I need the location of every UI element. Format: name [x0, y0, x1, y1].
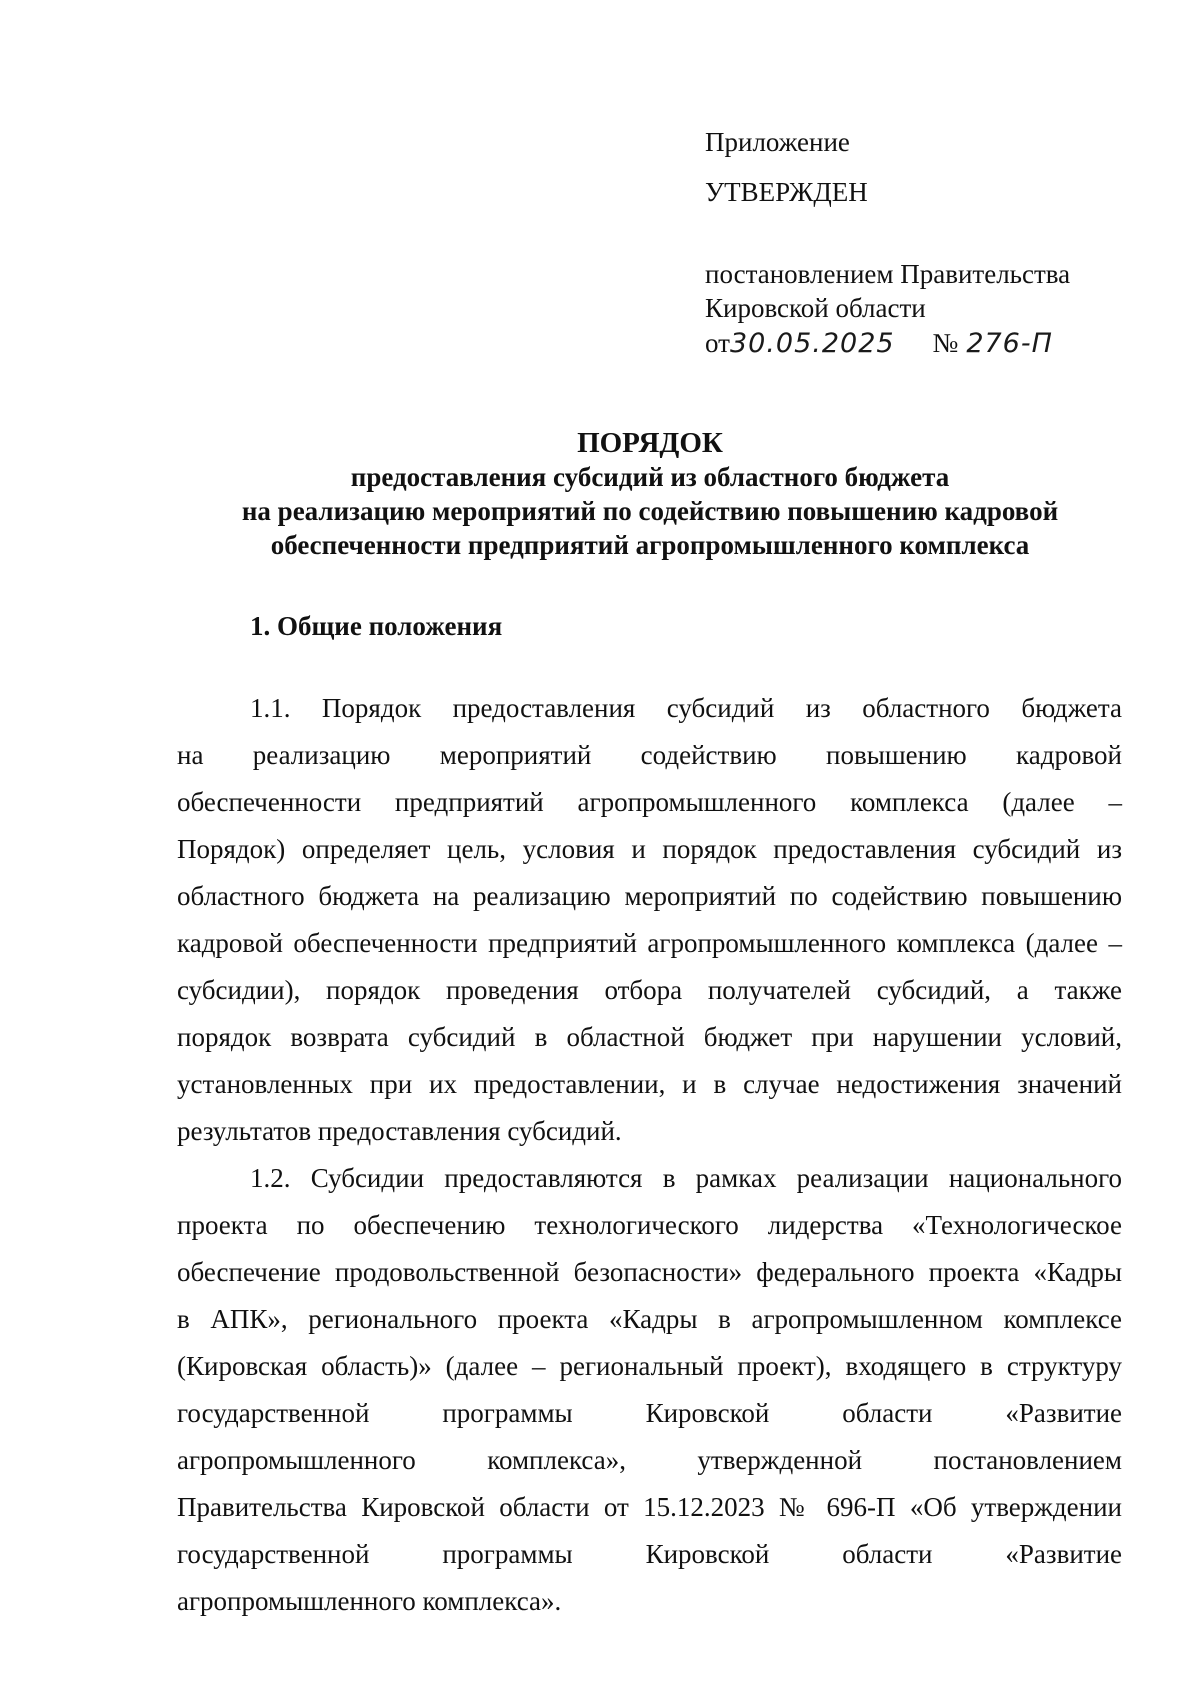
- paragraph-line: установленных при их предоставлении, и в случае недостижения значений: [177, 1069, 1122, 1099]
- paragraph-line: агропромышленного комплекса», утвержденной постановлением: [177, 1445, 1122, 1475]
- paragraph-line: субсидии), порядок проведения отбора получателей субсидий, а также: [177, 975, 1122, 1005]
- paragraph-line: результатов предоставления субсидий.: [177, 1116, 622, 1146]
- paragraph-line: порядок возврата субсидий в областной бюджет при нарушении условий,: [177, 1022, 1122, 1052]
- handwritten-number: 276-П: [966, 328, 1053, 359]
- paragraph-line: областного бюджета на реализацию мероприятий по содействию повышению: [177, 881, 1122, 911]
- paragraph-line: проекта по обеспечению технологического лидерства «Технологическое: [177, 1210, 1122, 1240]
- title-line: на реализацию мероприятий по содействию повышению кадровой: [241, 496, 1059, 526]
- resolution-line-1: постановлением Правительства: [705, 259, 1071, 289]
- appendix-label: Приложение: [705, 127, 850, 157]
- paragraph-line: (Кировская область)» (далее – региональный проект), входящего в структуру: [177, 1351, 1122, 1381]
- paragraph-line: кадровой обеспеченности предприятий агропромышленного комплекса (далее –: [177, 928, 1122, 958]
- paragraph-line: государственной программы Кировской области «Развитие: [177, 1398, 1122, 1428]
- paragraph-line: 1.2. Субсидии предоставляются в рамках реализации национального: [250, 1163, 1122, 1193]
- date-prefix: от: [705, 328, 730, 358]
- number-prefix: №: [932, 328, 959, 358]
- document-title: [150, 426, 1150, 562]
- handwritten-date: 30.05.2025: [729, 328, 895, 359]
- section-heading: 1. Общие положения: [250, 611, 503, 641]
- paragraph-line: обеспеченности предприятий агропромышленного комплекса (далее –: [177, 787, 1122, 817]
- approved-label: УТВЕРЖДЕН: [705, 177, 868, 207]
- title-main: ПОРЯДОК: [577, 427, 723, 459]
- paragraph-line: агропромышленного комплекса».: [177, 1586, 562, 1616]
- paragraph-line: обеспечение продовольственной безопасности» федерального проекта «Кадры: [177, 1257, 1122, 1287]
- paragraph-line: Правительства Кировской области от 15.12.2023 № 696-П «Об утверждении: [177, 1492, 1122, 1522]
- resolution-line-2: Кировской области: [705, 293, 926, 323]
- paragraph-line: 1.1. Порядок предоставления субсидий из областного бюджета: [250, 693, 1122, 723]
- paragraph-line: Порядок) определяет цель, условия и порядок предоставления субсидий из: [177, 834, 1122, 864]
- paragraph-line: государственной программы Кировской области «Развитие: [177, 1539, 1122, 1569]
- title-line: обеспеченности предприятий агропромышленного комплекса: [270, 530, 1030, 560]
- paragraph-line: на реализацию мероприятий содействию повышению кадровой: [177, 740, 1122, 770]
- title-line: предоставления субсидий из областного бюджета: [350, 462, 950, 492]
- resolution-date-number: [705, 326, 1053, 361]
- paragraph-line: в АПК», регионального проекта «Кадры в агропромышленном комплексе: [177, 1304, 1122, 1334]
